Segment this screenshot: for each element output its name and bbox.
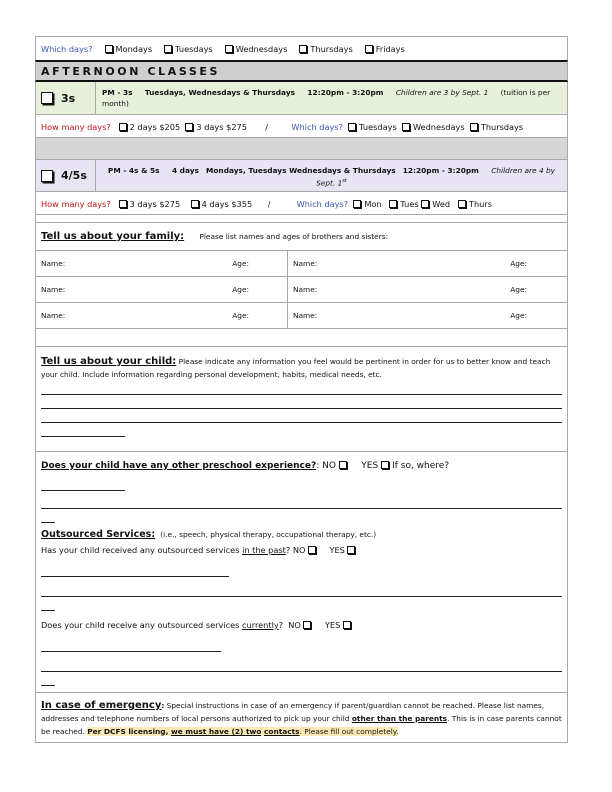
day-option-wednesdays[interactable]: Wednesdays (225, 44, 288, 54)
day-option-thursdays[interactable]: Thursdays (299, 44, 352, 54)
checkbox-icon[interactable] (389, 200, 397, 208)
checkbox-icon[interactable] (348, 123, 356, 131)
class-row-4-5s (35, 160, 568, 192)
checkbox-icon[interactable] (185, 123, 193, 131)
outsourced-current-question: Does your child receive any outsourced services currently? NO YES (41, 619, 562, 632)
outsourced-past-line[interactable] (41, 597, 55, 611)
class-45s-description: PM - 4s & 5s 4 days Mondays, Tuesdays Wednesdays & Thursdays 12:20pm - 3:20pm Children are 4 by Sept. 1st (107, 166, 556, 188)
current-no-checkbox[interactable] (303, 621, 311, 629)
day-option-mondays[interactable]: Mondays (105, 44, 153, 54)
checkbox-icon[interactable] (353, 200, 361, 208)
child-info-line[interactable] (41, 395, 562, 409)
checkbox-icon[interactable] (119, 200, 127, 208)
day-option-tues[interactable]: Tues (389, 199, 418, 209)
checkbox-icon[interactable] (225, 45, 233, 53)
how-many-days-label: How many days? (41, 199, 111, 209)
checkbox-icon[interactable] (164, 45, 172, 53)
section-gap (35, 215, 568, 223)
child-info-section: Tell us about your child: Please indicate any information you feel would be pertinent in order for us to better know and teach your child. Include information regarding personal development, habits, medical needs, etc. (35, 347, 568, 452)
preschool-experience-section: Does your child have any other preschool experience?: NO YES If so, where? Outsourced Services: (i.e., speech, physical therapy, occupational therapy, etc.) Has your child received any outsourced services in the past? NO YES Does your child receive any outsourced services currently? NO YES (35, 452, 568, 693)
class-row-3s (35, 82, 568, 115)
which-days-label: Which days? (296, 199, 349, 209)
checkbox-icon[interactable] (191, 200, 199, 208)
checkbox-icon[interactable] (421, 200, 429, 208)
class-45s-select[interactable]: 4/5s (36, 160, 96, 191)
afternoon-classes-heading: AFTERNOON CLASSES (35, 60, 568, 82)
checkbox-icon[interactable] (470, 123, 478, 131)
day-option-thurs[interactable]: Thurs (458, 199, 492, 209)
child-info-line[interactable] (41, 409, 562, 423)
day-option-thursdays[interactable]: Thursdays (470, 122, 523, 132)
day-option-tuesdays[interactable]: Tuesdays (164, 44, 213, 54)
family-section-heading: Tell us about your family: Please list names and ages of brothers and sisters: (35, 223, 568, 251)
day-option-wed[interactable]: Wed (421, 199, 450, 209)
which-days-label: Which days? (41, 43, 93, 54)
current-yes-checkbox[interactable] (343, 621, 351, 629)
sibling-name-age-field[interactable]: Name: Age: (36, 251, 288, 277)
past-no-checkbox[interactable] (308, 546, 316, 554)
which-days-label: Which days? (291, 122, 343, 132)
sibling-name-age-field[interactable]: Name: Age: (288, 303, 567, 329)
outsourced-current-line[interactable] (41, 658, 562, 672)
day-option-fridays[interactable]: Fridays (365, 44, 405, 54)
day-option-mon[interactable]: Mon (353, 199, 381, 209)
class-3s-options-row: How many days? 2 days $205 3 days $275 / Which days? Tuesdays Wednesdays Thursdays (35, 115, 568, 138)
outsourced-past-question: Has your child received any outsourced services in the past? NO YES (41, 544, 562, 557)
sibling-name-age-field[interactable]: Name: Age: (36, 277, 288, 303)
price-option-2-days[interactable]: 2 days $205 (119, 122, 181, 132)
past-yes-checkbox[interactable] (347, 546, 355, 554)
checkbox-icon[interactable] (299, 45, 307, 53)
day-option-tuesdays[interactable]: Tuesdays (348, 122, 397, 132)
siblings-table (35, 251, 568, 329)
outsourced-current-line[interactable] (41, 672, 55, 686)
class-45s-options-row: How many days? 3 days $275 4 days $355 / Which days? Mon Tues Wed Thurs (35, 192, 568, 215)
outsourced-current-line[interactable] (41, 638, 221, 652)
outsourced-past-line[interactable] (41, 563, 229, 577)
section-gap (35, 329, 568, 347)
checkbox-icon[interactable] (402, 123, 410, 131)
preschool-where-line[interactable] (41, 509, 55, 523)
checkbox-icon[interactable] (365, 45, 373, 53)
price-option-3-days[interactable]: 3 days $275 (185, 122, 247, 132)
emergency-section: In case of emergency: Special instructions in case of an emergency if parent/guardian cannot be reached. Please list names, addresses and telephone numbers of local persons authorized to pick up your child other than the parents. This is in case parents cannot be reached. Per DCFS licensing, we must have (2) two contacts. Please fill out completely. (35, 693, 568, 743)
how-many-days-label: How many days? (41, 122, 111, 132)
sibling-name-age-field[interactable]: Name: Age: (288, 277, 567, 303)
class-3s-description: PM - 3s Tuesdays, Wednesdays & Thursdays 12:20pm - 3:20pm Children are 3 by Sept. 1 (tuition is per month) (102, 88, 551, 108)
checkbox-icon[interactable] (41, 92, 53, 104)
sibling-name-age-field[interactable]: Name: Age: (288, 251, 567, 277)
day-option-wednesdays[interactable]: Wednesdays (402, 122, 465, 132)
child-info-line[interactable] (41, 381, 562, 395)
checkbox-icon[interactable] (41, 170, 53, 182)
child-info-line[interactable] (41, 423, 125, 437)
section-divider (35, 138, 568, 160)
checkbox-icon[interactable] (458, 200, 466, 208)
enrollment-form-page (35, 36, 568, 743)
sibling-name-age-field[interactable]: Name: Age: (36, 303, 288, 329)
class-3s-select[interactable]: 3s (36, 82, 96, 114)
preschool-no-checkbox[interactable] (339, 461, 347, 469)
preschool-where-line[interactable] (41, 477, 125, 491)
outsourced-past-line[interactable] (41, 583, 562, 597)
preschool-yes-checkbox[interactable] (381, 461, 389, 469)
preschool-where-line[interactable] (41, 495, 562, 509)
price-option-4-days[interactable]: 4 days $355 (191, 199, 253, 209)
morning-which-days-row (35, 36, 568, 60)
checkbox-icon[interactable] (119, 123, 127, 131)
checkbox-icon[interactable] (105, 45, 113, 53)
price-option-3-days[interactable]: 3 days $275 (119, 199, 181, 209)
